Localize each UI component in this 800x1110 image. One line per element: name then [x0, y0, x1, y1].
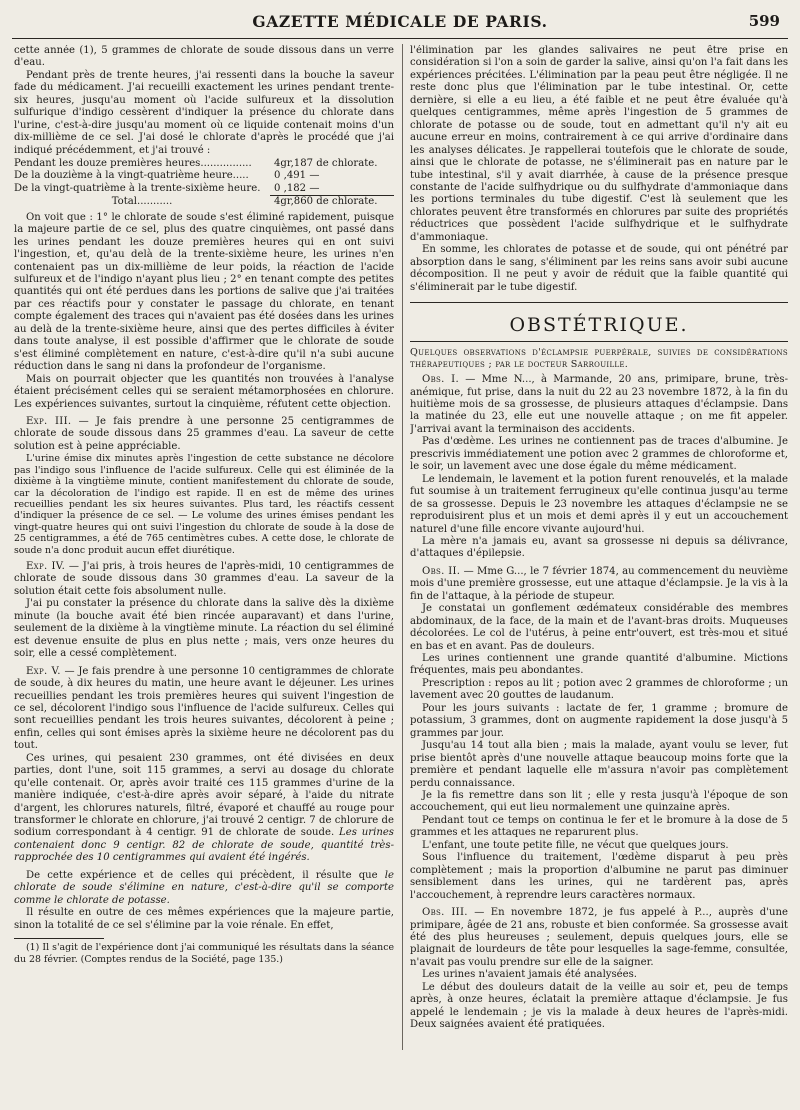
paragraph: Je constatai un gonflement œdémateux considérable des membres abdominaux, de la face, de la main et de l'avant-bras droits. Muqueuses décolorées. Le col de l'utérus, à peine entr'ouvert, est très-mou et situé en bas et en avant. Pas de douleurs. [410, 603, 788, 652]
table-total-row [14, 196, 394, 209]
paragraph: Sous l'influence du traitement, l'œdème disparut à peu près complètement ; mais la proportion d'albumine ne parut pas diminuer sensiblement dans les urines, qui ne tardèrent pas, après l'accouchement, à reprendre leurs caractères normaux. [410, 852, 788, 901]
observation-1 [410, 374, 788, 436]
journal-title: GAZETTE MÉDICALE DE PARIS. [252, 12, 548, 31]
table-row [14, 170, 394, 182]
table-row-value: 0 ,182 — [274, 182, 320, 194]
table-row [14, 158, 394, 170]
table-row-label: Pendant les douze premières heures................ [14, 158, 252, 170]
paragraph: Mais on pourrait objecter que les quantités non trouvées à l'analyse étaient précisément celles qui se seraient métamorphosées en chlorure. Les expériences suivantes, surtout la cinquième, réfutent cette objection. [14, 373, 394, 410]
paragraph: Jusqu'au 14 tout alla bien ; mais la malade, ayant voulu se lever, fut prise bientôt après d'une nouvelle attaque beaucoup moins forte que la première et pendant laquelle elle m'assura n'avoir pas complètement perdu connaissance. [410, 740, 788, 789]
footnote: (1) Il s'agit de l'expérience dont j'ai communiqué les résultats dans la séance du 28 février. (Comptes rendus de la Société, page 135.) [14, 942, 394, 965]
observation-text: — Mme N..., à Marmande, 20 ans, primipare, brune, très-anémique, fut prise, dans la nuit du 22 au 23 novembre 1872, à la fin du huitième mois de sa grossesse, de plusieurs attaques d'éclampsie. Dans la matinée du 23, elle eut une nouvelle attaque ; on me fit appeler. J'arrivai avant la terminaison des accidents. [410, 374, 788, 435]
experience-text: — Je fais prendre à une personne 10 centigrammes de chlorate de soude, à dix heures du matin, une heure avant le déjeuner. Les urines recueillies pendant les trois premières heures qui suivent l'ingestion de ce sel, décolorent l'indigo sous l'influence de l'acide sulfureux. Celles qui sont recueillies pendant les trois heures suivantes, décolorent à peine ; enfin, celles qui sont émises après la sixième heure ne décolorent pas du tout. [14, 665, 394, 752]
paragraph: L'urine émise dix minutes après l'ingestion de cette substance ne décolore pas l'indigo sous l'influence de l'acide sulfureux. Celle qui est éliminée de la dixième à la vingtième minute, contient manifestement du chlorate de soude, car la décoloration de l'indigo est rapide. Il en est de même des urines recueillies pendant les six heures suivantes. Plus tard, les réactifs cessent d'indiquer la présence de ce sel. — Le volume des urines émises pendant les vingt-quatre heures qui ont suivi l'ingestion du chlorate de soude à la dose de 25 centigrammes, a été de 765 centimètres cubes. A cette dose, le chlorate de soude n'a donc produit aucun effet diurétique. [14, 453, 394, 556]
paragraph: Prescription : repos au lit ; potion avec 2 grammes de chloroforme ; un lavement avec 20 gouttes de laudanum. [410, 677, 788, 702]
table-row-label: De la douzième à la vingt-quatrième heure..... [14, 170, 249, 182]
section-title: OBSTÉTRIQUE. [410, 309, 788, 342]
paragraph: Je la fis remettre dans son lit ; elle y resta jusqu'à l'époque de son accouchement, qui eut lieu normalement une quinzaine après. [410, 790, 788, 814]
table-total-label: Total........... [111, 196, 173, 208]
observation-label: Obs. II. [422, 565, 461, 577]
table-row-value: 0 ,491 — [274, 170, 320, 182]
table-row [14, 183, 394, 196]
page-number: 599 [748, 12, 780, 30]
experience-4 [14, 561, 394, 598]
paragraph: Pendant près de trente heures, j'ai ressenti dans la bouche la saveur fade du médicament. J'ai recueilli exactement les urines pendant trente-six heures, jusqu'au moment où l'acide sulfureux et la dissolution sulfurique d'indigo cessèrent d'indiquer la présence du chlorate dans l'urine, c'est-à-dire jusqu'au moment où ce liquide contenait moins d'un dix-millième de ce sel. J'ai dosé le chlorate d'après le procédé que j'ai indiqué précédemment, et j'ai trouvé : [14, 69, 394, 156]
right-column [410, 45, 788, 1102]
paragraph: La mère n'a jamais eu, avant sa grossesse ni depuis sa délivrance, d'attaques d'épilepsie. [410, 535, 788, 560]
column-divider [402, 44, 403, 1050]
section-header [410, 302, 788, 342]
table-row-value: 4gr,187 de chlorate. [274, 158, 378, 170]
footnote-rule [14, 938, 104, 939]
experience-label: Exp. III. [26, 415, 72, 427]
observation-2 [410, 566, 788, 603]
paragraph-text: De cette expérience et de celles qui précèdent, il résulte que [26, 869, 385, 881]
experience-3 [14, 416, 394, 453]
paragraph: cette année (1), 5 grammes de chlorate de soude dissous dans un verre d'eau. [14, 45, 394, 69]
paragraph [14, 753, 394, 865]
observation-text: — En novembre 1872, je fus appelé à P..., auprès d'une primipare, âgée de 21 ans, robuste et bien conformée. Sa grossesse avait été des plus heureuses ; seulement, depuis quelques jours, elle se plaignait de lourdeurs de tête pour lesquelles la sage-femme, consultée, n'avait pas voulu prendre sur elle de la saigner. [410, 907, 788, 968]
article-heading: Quelques observations d'éclampsie puerpérale, suivies de considérations thérapeutiques ; par le docteur Sarrouille. [410, 347, 788, 371]
paragraph: Il résulte en outre de ces mêmes expériences que la majeure partie, sinon la totalité de ce sel s'élimine par la voie rénale. En effet, [14, 907, 394, 931]
paragraph [14, 870, 394, 907]
observation-3 [410, 907, 788, 969]
observation-text: — Mme G..., le 7 février 1874, au commencement du neuvième mois d'une première grossesse, eut une attaque d'éclampsie. Je la vis à la fin de l'attaque, à la période de stupeur. [410, 565, 788, 602]
paragraph: Pendant tout ce temps on continua le fer et le bromure à la dose de 5 grammes et les attaques ne reparurent plus. [410, 814, 788, 839]
running-head [12, 10, 788, 39]
paragraph: On voit que : 1° le chlorate de soude s'est éliminé rapidement, puisque la majeure partie de ce sel, plus des quatre cinquièmes, ont passé dans les urines pendant les douze premières heures qui en ont suivi l'ingestion, et, qu'au delà de la trente-sixième heure, les urines n'en contenaient pas un dix-millième de leur poids, la réaction de l'acide sulfureux et de l'indigo n'ayant plus lieu ; 2° en tenant compte des petites quantités qui ont été perdues dans les portions de salive que j'ai traitées par ces réactifs pour y constater le passage du chlorate, en tenant compte également des traces qui n'avaient pas été dosées dans les urines au delà de la trente-sixième heure, ainsi que des pertes difficiles à éviter dans toute analyse, il est possible d'affirmer que le chlorate de soude s'est éliminé complètement en nature, c'est-à-dire qu'il n'a subi aucune réduction dans le sang ni dans la profondeur de l'organisme. [14, 211, 394, 373]
paragraph: Pour les jours suivants : lactate de fer, 1 gramme ; bromure de potassium, 3 grammes, dont on augmente rapidement la dose jusqu'à 5 grammes par jour. [410, 702, 788, 739]
paragraph: l'élimination par les glandes salivaires ne peut être prise en considération si l'on a soin de garder la salive, ainsi qu'on l'a fait dans les expériences précitées. L'élimination par la peau peut être négligée. Il ne reste donc plus que l'élimination par le tube intestinal. Or, cette dernière, si elle a eu lieu, a été faible et ne peut être évaluée qu'à quelques centigrammes, même après l'ingestion de 5 grammes de chlorate de potasse ou de soude, tout en admettant qu'il n'y ait eu aucune erreur en moins, contrairement à ce qui arrive d'ordinaire dans les analyses délicates. Je rappellerai toutefois que le chlorate de soude, ainsi que le chlorate de potasse, ne s'éliminerait pas en nature par le tube intestinal, s'il y avait diarrhée, à cause de la présence presque constante de l'acide sulfhydrique ou du sulfhydrate d'ammoniaque dans les portions terminales du tube digestif. C'est là seulement que les chlorates peuvent être transformés en chlorures par suite des propriétés réductrices que possèdent l'acide sulfhydrique et le sulfhydrate d'ammoniaque. [410, 45, 788, 243]
paragraph: J'ai pu constater la présence du chlorate dans la salive dès la dixième minute (la bouche avait été bien rincée auparavant) et dans l'urine, seulement de la dixième à la vingtième minute. La réaction du sel éliminé est devenue ensuite de plus en plus nette ; mais, vers onze heures du soir, elle a cessé complètement. [14, 598, 394, 660]
experience-text: — Je fais prendre à une personne 25 centigrammes de chlorate de soude dissous dans 25 grammes d'eau. La saveur de cette solution est à peine appréciable. [14, 415, 394, 452]
experience-label: Exp. IV. [26, 560, 66, 572]
experience-5 [14, 666, 394, 753]
experience-label: Exp. V. [26, 665, 61, 677]
paragraph-text: Ces urines, qui pesaient 230 grammes, ont été divisées en deux parties, dont l'une, soit 115 grammes, a servi au dosage du chlorate qu'elle contenait. Or, après avoir traité ces 115 grammes d'urine de la manière indiquée, c'est-à-dire après avoir séparé, à l'aide du nitrate d'argent, les chlorures naturels, filtré, évaporé et chauffé au rouge pour transformer le chlorate en chlorure, j'ai trouvé 2 centigr. 7 de chlorure de sodium correspondant à 4 centigr. 91 de chlorate de soude. [14, 752, 394, 839]
paragraph: Les urines contiennent une grande quantité d'albumine. Mictions fréquentes, mais peu abondantes. [410, 653, 788, 677]
chlorate-table [14, 158, 394, 209]
observation-label: Obs. III. [422, 907, 468, 919]
paragraph: Pas d'œdème. Les urines ne contiennent pas de traces d'albumine. Je prescrivis immédiatement une potion avec 2 grammes de chloroforme et, le soir, un lavement avec une dose égale du même médicament. [410, 436, 788, 473]
experience-text: — J'ai pris, à trois heures de l'après-midi, 10 centigrammes de chlorate de soude dissous dans 30 grammes d'eau. La saveur de la solution était cette fois absolument nulle. [14, 560, 394, 597]
paragraph-italic: le chlorate de soude s'élimine en nature, c'est-à-dire qu'il se comporte comme le chlorate de potasse. [14, 869, 394, 906]
paragraph: L'enfant, une toute petite fille, ne vécut que quelques jours. [422, 839, 729, 851]
paragraph-italic: Les urines contenaient donc 9 centigr. 82 de chlorate de soude, quantité très-rapprochée des 10 centigrammes qui avaient été ingérés. [14, 827, 394, 864]
paragraph: Les urines n'avaient jamais été analysées. [422, 969, 638, 981]
observation-label: Obs. I. [422, 374, 459, 386]
table-row-label: De la vingt-quatrième à la trente-sixième heure. [14, 183, 261, 195]
left-column [14, 45, 394, 1102]
paragraph: Le lendemain, le lavement et la potion furent renouvelés, et la malade fut soumise à un traitement ferrugineux qu'elle continua jusqu'au terme de sa grossesse. Depuis le 23 novembre les attaques d'éclampsie ne se reproduisirent plus et un mois et demi après il y eut un accouchement naturel d'une fille encore vivante aujourd'hui. [410, 473, 788, 535]
table-total-value: 4gr,860 de chlorate. [270, 196, 394, 209]
paragraph: Le début des douleurs datait de la veille au soir et, peu de temps après, à onze heures, éclatait la première attaque d'éclampsie. Je fus appelé le lendemain ; je vis la malade à deux heures de l'après-midi. Deux saignées avaient été pratiquées. [410, 981, 788, 1031]
paragraph: En somme, les chlorates de potasse et de soude, qui ont pénétré par absorption dans le sang, s'éliminent par les reins sans avoir subi aucune décomposition. Il ne peut y avoir de réduit que la faible quantité qui s'éliminerait par le tube digestif. [410, 244, 788, 293]
